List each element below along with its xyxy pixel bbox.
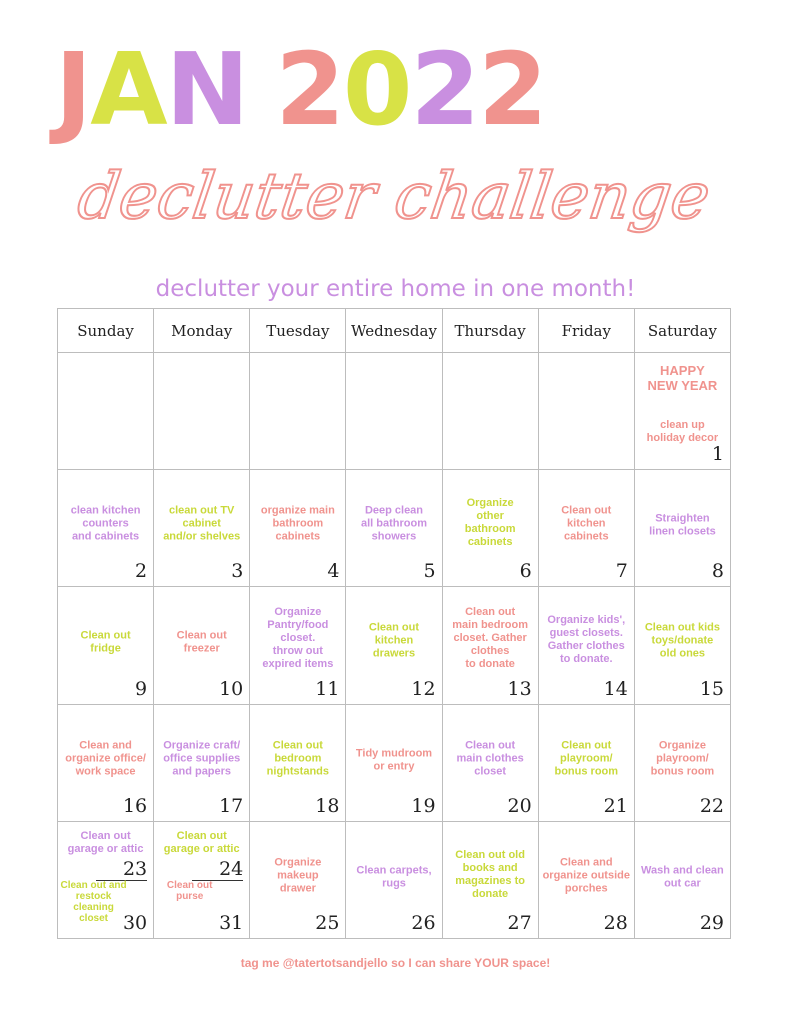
title-letter: J bbox=[55, 31, 91, 148]
day-number: 12 bbox=[411, 677, 436, 700]
empty-day-cell bbox=[250, 353, 346, 470]
task-text: Straighten linen closets bbox=[649, 512, 716, 538]
task-text: Organize other bathroom cabinets bbox=[464, 497, 516, 549]
day-cell bbox=[346, 705, 442, 822]
day-number: 4 bbox=[327, 560, 340, 583]
calendar-grid bbox=[57, 308, 731, 939]
day-cell bbox=[154, 587, 250, 704]
script-title-text: declutter challenge bbox=[73, 159, 715, 234]
day-cell bbox=[58, 587, 154, 704]
day-cell bbox=[346, 587, 442, 704]
task-text: clean up holiday decor bbox=[646, 419, 719, 444]
day-cell bbox=[250, 705, 346, 822]
day-number: 24 bbox=[219, 857, 244, 880]
task-text: Clean out main bedroom closet. Gather clothes to donate bbox=[452, 606, 529, 671]
task-text: Clean out freezer bbox=[176, 629, 227, 655]
day-cell bbox=[443, 822, 539, 939]
task-text: Wash and clean out car bbox=[641, 864, 724, 890]
task-text: Clean out purse bbox=[166, 879, 213, 902]
day-cell bbox=[539, 587, 635, 704]
day-cell bbox=[635, 353, 731, 470]
day-number: 15 bbox=[699, 677, 724, 700]
subtitle: declutter your entire home in one month! bbox=[155, 276, 636, 302]
title-letter: 2 bbox=[478, 31, 546, 148]
day-number: 10 bbox=[219, 677, 244, 700]
empty-day-cell bbox=[58, 353, 154, 470]
day-cell bbox=[443, 587, 539, 704]
day-cell bbox=[443, 705, 539, 822]
day-number: 22 bbox=[699, 794, 724, 817]
task-text: organize main bathroom cabinets bbox=[260, 504, 335, 543]
day-header: Thursday bbox=[443, 309, 539, 353]
empty-day-cell bbox=[443, 353, 539, 470]
day-cell bbox=[635, 587, 731, 704]
task-text: Clean out fridge bbox=[80, 629, 131, 655]
day-number: 9 bbox=[135, 677, 148, 700]
day-number: 17 bbox=[219, 794, 244, 817]
day-number: 29 bbox=[699, 911, 724, 934]
task-text: Clean out garage or attic bbox=[163, 829, 240, 855]
day-cell bbox=[250, 587, 346, 704]
title-letter: 2 bbox=[275, 31, 343, 148]
script-title bbox=[52, 140, 752, 260]
day-header: Tuesday bbox=[250, 309, 346, 353]
task-text: Deep clean all bathroom showers bbox=[360, 504, 427, 543]
day-cell bbox=[539, 822, 635, 939]
task-text: Organize playroom/ bonus room bbox=[650, 739, 715, 778]
day-header: Sunday bbox=[58, 309, 154, 353]
task-text: Clean out bedroom nightstands bbox=[266, 739, 330, 778]
day-number: 28 bbox=[603, 911, 628, 934]
page-title bbox=[55, 31, 546, 148]
title-letter: 0 bbox=[342, 31, 411, 148]
task-text: clean out TV cabinet and/or shelves bbox=[163, 504, 241, 543]
title-letter: A bbox=[90, 31, 166, 148]
task-text: Organize Pantry/food closet. throw out expired items bbox=[262, 606, 334, 671]
day-cell bbox=[635, 705, 731, 822]
day-cell bbox=[154, 705, 250, 822]
day-cell bbox=[346, 822, 442, 939]
day-header: Friday bbox=[539, 309, 635, 353]
empty-day-cell bbox=[154, 353, 250, 470]
footer-text: tag me @tatertotsandjello so I can share YOUR space! bbox=[240, 956, 551, 970]
day-number: 26 bbox=[411, 911, 436, 934]
task-text: Clean out kitchen drawers bbox=[368, 622, 420, 661]
day-header: Monday bbox=[154, 309, 250, 353]
task-text: Organize makeup drawer bbox=[274, 856, 322, 895]
task-text: Clean out playroom/ bonus room bbox=[554, 739, 619, 778]
day-number: 3 bbox=[231, 560, 244, 583]
title-letter: 2 bbox=[410, 31, 479, 148]
day-number: 16 bbox=[122, 794, 148, 817]
day-cell bbox=[58, 822, 154, 939]
day-number: 1 bbox=[711, 443, 724, 466]
day-cell bbox=[250, 822, 346, 939]
day-number: 14 bbox=[603, 677, 628, 700]
day-cell bbox=[539, 470, 635, 587]
day-number: 23 bbox=[122, 857, 148, 880]
day-number: 13 bbox=[507, 677, 532, 700]
day-number: 5 bbox=[423, 560, 436, 583]
title-letter: N bbox=[165, 31, 248, 148]
task-text: Clean out and restock cleaning closet bbox=[60, 879, 127, 924]
day-number: 20 bbox=[507, 794, 532, 817]
day-header: Wednesday bbox=[346, 309, 442, 353]
day-cell bbox=[443, 470, 539, 587]
empty-day-cell bbox=[346, 353, 442, 470]
day-cell bbox=[250, 470, 346, 587]
day-cell bbox=[58, 705, 154, 822]
day-number: 6 bbox=[519, 560, 532, 583]
day-number: 8 bbox=[711, 560, 724, 583]
day-cell bbox=[58, 470, 154, 587]
task-text: Organize craft/ office supplies and papers bbox=[163, 739, 241, 778]
day-header: Saturday bbox=[635, 309, 731, 353]
day-number: 25 bbox=[315, 911, 340, 934]
task-text: Clean carpets, rugs bbox=[356, 864, 432, 890]
task-text: clean kitchen counters and cabinets bbox=[70, 504, 141, 543]
task-text: HAPPY NEW YEAR bbox=[647, 363, 718, 393]
day-cell bbox=[539, 705, 635, 822]
task-text: Clean out main clothes closet bbox=[456, 739, 524, 778]
task-text: Clean out old books and magazines to donate bbox=[455, 848, 525, 900]
task-text: Organize kids', guest closets. Gather clothes to donate. bbox=[547, 614, 626, 666]
day-cell bbox=[154, 822, 250, 939]
day-number: 21 bbox=[603, 794, 628, 817]
task-text: Tidy mudroom or entry bbox=[355, 747, 433, 773]
day-cell bbox=[635, 470, 731, 587]
task-text: Clean out kids toys/donate old ones bbox=[644, 622, 721, 661]
day-number: 7 bbox=[615, 560, 628, 583]
task-text: Clean and organize outside porches bbox=[542, 856, 630, 895]
day-number: 2 bbox=[135, 560, 148, 583]
day-number: 11 bbox=[315, 677, 340, 700]
task-text: Clean out kitchen cabinets bbox=[561, 504, 612, 543]
empty-day-cell bbox=[539, 353, 635, 470]
day-number: 30 bbox=[122, 911, 148, 934]
task-text: Clean and organize office/ work space bbox=[65, 739, 146, 778]
task-text: Clean out garage or attic bbox=[67, 829, 144, 855]
day-number: 27 bbox=[507, 911, 532, 934]
day-cell bbox=[346, 470, 442, 587]
day-cell bbox=[154, 470, 250, 587]
day-number: 31 bbox=[219, 911, 244, 934]
day-number: 19 bbox=[411, 794, 436, 817]
day-number: 18 bbox=[315, 794, 340, 817]
day-cell bbox=[635, 822, 731, 939]
